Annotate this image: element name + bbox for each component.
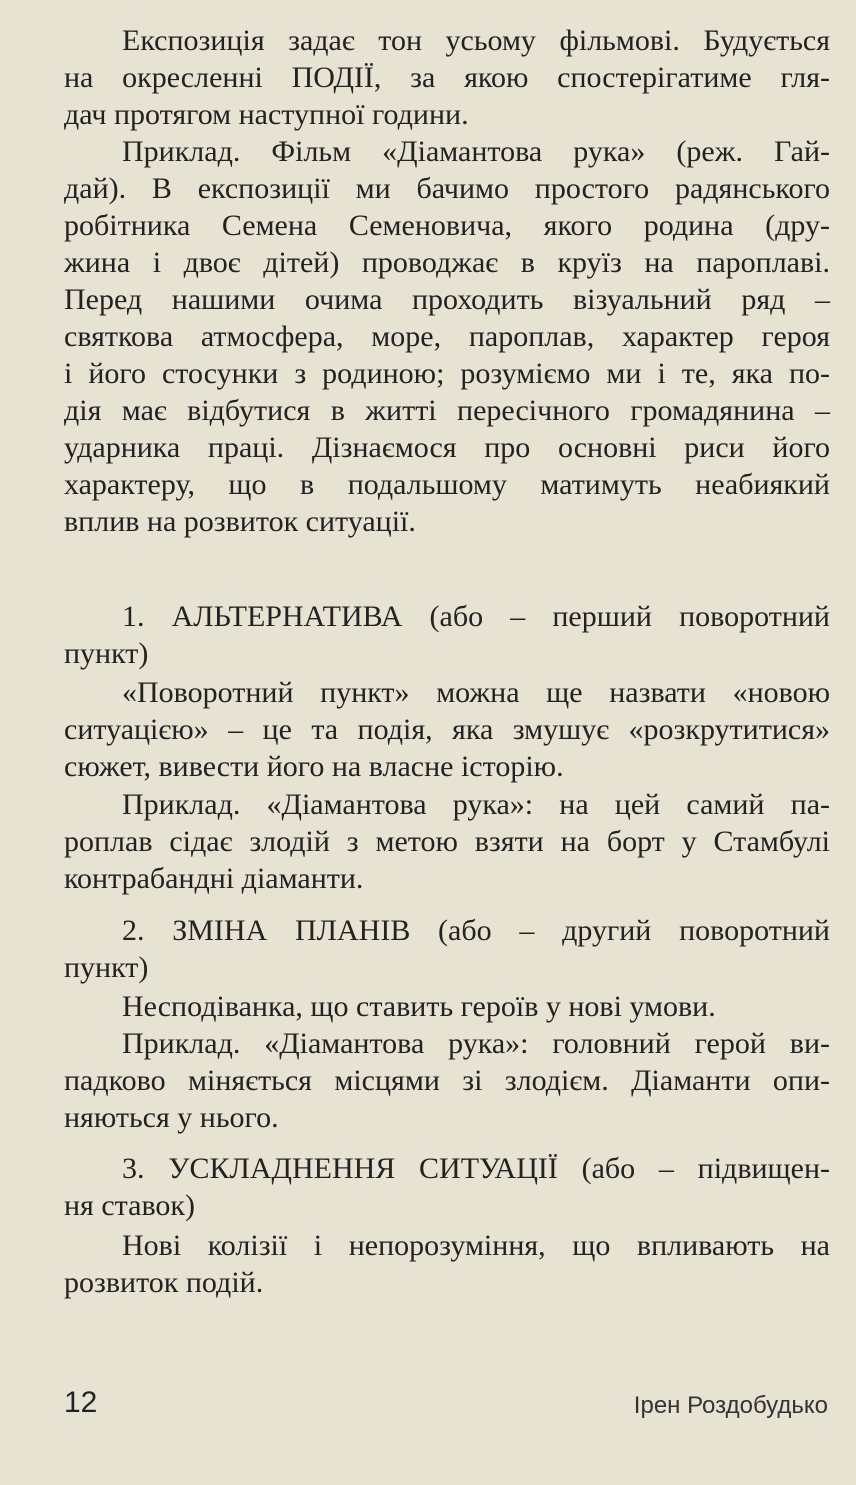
heading-line: пункт) <box>64 637 149 670</box>
heading-line: пункт) <box>64 951 149 984</box>
heading-line: ня ставок) <box>64 1189 195 1222</box>
heading-line: 1. АЛЬТЕРНАТИВА (або – перший поворотний <box>122 600 830 633</box>
text-line: Приклад. Фільм «Діамантова рука» (реж. Гай- <box>122 135 830 168</box>
text-line: «Поворотний пункт» можна ще назвати «новою <box>122 676 830 709</box>
page-number: 12 <box>64 1386 98 1419</box>
text-line: святкова атмосфера, море, пароплав, характер героя <box>64 320 830 353</box>
text-line: ситуацією» – це та подія, яка змушує «розкрутитися» <box>64 713 830 746</box>
text-line: на окресленні ПОДІЇ, за якою спостерігатиме гля- <box>64 61 830 94</box>
text-line: Експозиція задає тон усьому фільмові. Будується <box>122 24 830 57</box>
text-line: сюжет, вивести його на власне історію. <box>64 750 564 783</box>
text-line: Приклад. «Діамантова рука»: на цей самий па- <box>122 788 830 821</box>
text-line: контрабандні діаманти. <box>64 862 364 895</box>
text-line: дія має відбутися в житті пересічного громадянина – <box>64 394 830 427</box>
heading-line: 2. ЗМІНА ПЛАНІВ (або – другий поворотний <box>122 914 830 947</box>
text-line: дай). В експозиції ми бачимо простого радянського <box>64 172 830 205</box>
text-line: розвиток подій. <box>64 1266 264 1299</box>
paragraph-new-collisions <box>64 1227 830 1301</box>
text-line: характеру, що в подальшому матимуть неабиякий <box>64 468 830 501</box>
text-line: робітника Семена Семеновича, якого родина (дру- <box>64 209 830 242</box>
text-line: ударника праці. Дізнаємося про основні риси його <box>64 431 830 464</box>
paragraph-turning-point <box>64 674 830 785</box>
paragraph-example-change-of-plans <box>64 1025 830 1136</box>
section-heading-complication <box>64 1150 830 1224</box>
page-footer <box>64 1386 828 1426</box>
paragraph-exposition <box>64 22 830 133</box>
heading-line: 3. УСКЛАДНЕННЯ СИТУАЦІЇ (або – підвищен- <box>122 1152 830 1185</box>
text-line: дач протягом наступної години. <box>64 98 469 131</box>
text-line: роплав сідає злодій з метою взяти на борт у Стамбулі <box>64 825 830 858</box>
paragraph-example-exposition <box>64 133 830 540</box>
text-line: вплив на розвиток ситуації. <box>64 505 416 538</box>
text-line: і його стосунки з родиною; розуміємо ми і те, яка по- <box>64 357 830 390</box>
text-line: Перед нашими очима проходить візуальний ряд – <box>64 283 830 316</box>
text-line: Нові колізії і непорозуміння, що впливають на <box>122 1229 830 1262</box>
text-line: жина і двоє дітей) проводжає в круїз на пароплаві. <box>64 246 830 279</box>
author-name: Ірен Роздобудько <box>633 1392 828 1419</box>
section-heading-change-of-plans <box>64 912 830 986</box>
text-line: Несподіванка, що ставить героїв у нові умови. <box>122 990 716 1023</box>
text-line: падково міняється місцями зі злодієм. Діаманти опи- <box>64 1064 830 1097</box>
paragraph-surprise <box>64 988 830 1025</box>
paragraph-example-alternative <box>64 786 830 897</box>
section-heading-alternative <box>64 598 830 672</box>
text-line: няються у нього. <box>64 1101 279 1134</box>
text-line: Приклад. «Діамантова рука»: головний герой ви- <box>122 1027 830 1060</box>
